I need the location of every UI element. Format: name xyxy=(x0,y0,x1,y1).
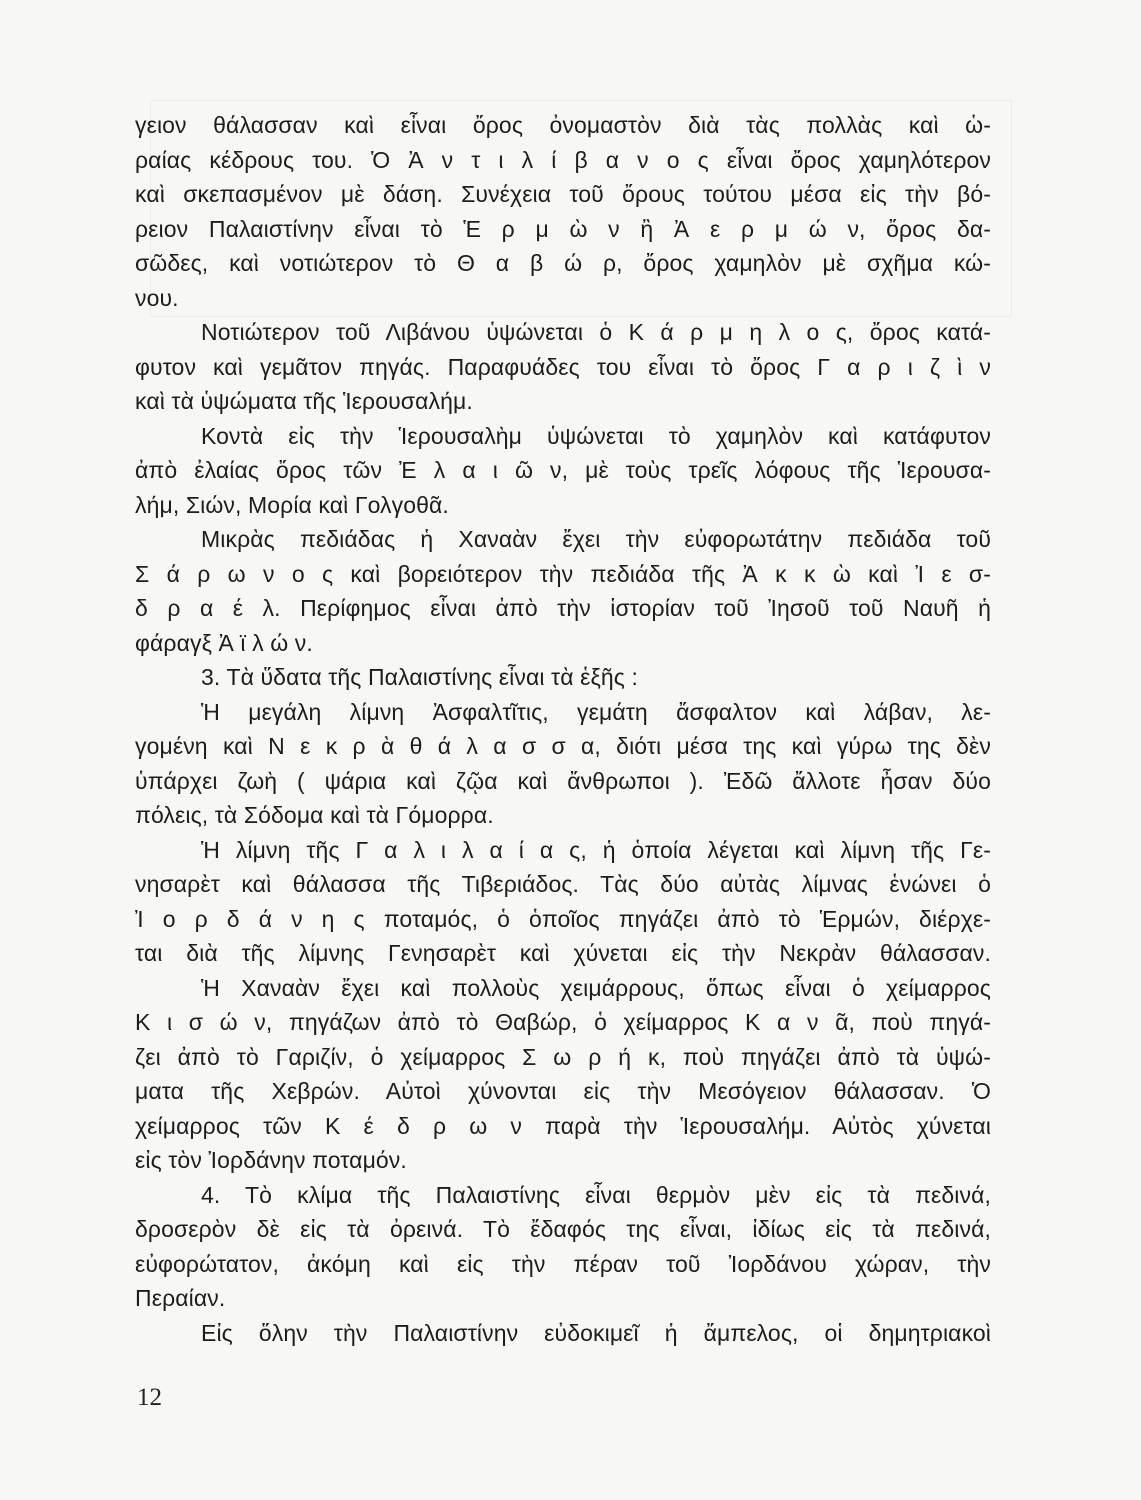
body-text xyxy=(135,108,991,1350)
text-line: Μικρὰς πεδιάδας ἡ Χαναὰν ἔχει τὴν εὐφορωτάτην πεδιάδα τοῦ xyxy=(201,526,991,552)
text-line: ἀπὸ ἐλαίας ὄρος τῶν Ἐ λ α ι ῶ ν, μὲ τοὺς τρεῖς λόφους τῆς Ἱερουσα- xyxy=(135,457,991,483)
text-line: ραίας κέδρους του. Ὁ Ἀ ν τ ι λ ί β α ν ο ς εἶναι ὄρος χαμηλότερον xyxy=(135,146,991,173)
text-line: εἰς τὸν Ἰορδάνην ποταμόν. xyxy=(135,1147,407,1173)
text-line: φάραγξ Ἀ ϊ λ ώ ν. xyxy=(135,629,313,656)
text-line: γειον θάλασσαν καὶ εἶναι ὄρος ὀνομαστὸν διὰ τὰς πολλὰς καὶ ὡ- xyxy=(135,112,991,138)
text-line: φυτον καὶ γεμᾶτον πηγάς. Παραφυάδες του εἶναι τὸ ὄρος Γ α ρ ι ζ ὶ ν xyxy=(135,353,991,380)
text-line: ματα τῆς Χεβρών. Αὐτοὶ χύνονται εἰς τὴν Μεσόγειον θάλασσαν. Ὁ xyxy=(135,1078,991,1104)
text-line: ται διὰ τῆς λίμνης Γενησαρὲτ καὶ χύνεται εἰς τὴν Νεκρὰν θάλασσαν. xyxy=(135,940,991,966)
text-line: δροσερὸν δὲ εἰς τὰ ὀρεινά. Τὸ ἔδαφός της εἶναι, ἰδίως εἰς τὰ πεδινά, xyxy=(135,1216,991,1242)
text-line: καὶ σκεπασμένον μὲ δάση. Συνέχεια τοῦ ὄρους τούτου μέσα εἰς τὴν βό- xyxy=(135,181,991,207)
text-line: πόλεις, τὰ Σόδομα καὶ τὰ Γόμορρα. xyxy=(135,802,494,828)
text-line: Νοτιώτερον τοῦ Λιβάνου ὑψώνεται ὁ Κ ά ρ μ η λ ο ς, ὄρος κατά- xyxy=(201,319,991,345)
text-line: γομένη καὶ Ν ε κ ρ ὰ θ ά λ α σ σ α, διότι μέσα της καὶ γύρω της δὲν xyxy=(135,733,991,759)
text-line: ζει ἀπὸ τὸ Γαριζίν, ὁ χείμαρρος Σ ω ρ ή κ, ποὺ πηγάζει ἀπὸ τὰ ὑψώ- xyxy=(135,1043,991,1070)
text-line: νησαρὲτ καὶ θάλασσα τῆς Τιβεριάδος. Τὰς δύο αὐτὰς λίμνας ἑνώνει ὁ xyxy=(135,871,991,897)
text-line: Κ ι σ ώ ν, πηγάζων ἀπὸ τὸ Θαβώρ, ὁ χείμαρρος Κ α ν ᾶ, ποὺ πηγά- xyxy=(135,1009,991,1035)
text-line: Εἰς ὅλην τὴν Παλαιστίνην εὐδοκιμεῖ ἡ ἄμπελος, οἱ δημητριακοὶ xyxy=(201,1319,991,1346)
text-line: 3. Τὰ ὕδατα τῆς Παλαιστίνης εἶναι τὰ ἑξῆς : xyxy=(201,664,638,690)
text-line: Ἡ Χαναὰν ἔχει καὶ πολλοὺς χειμάρρους, ὅπως εἶναι ὁ χείμαρρος xyxy=(201,974,991,1001)
text-line: λήμ, Σιών, Μορία καὶ Γολγοθᾶ. xyxy=(135,491,449,518)
text-line: Ἡ λίμνη τῆς Γ α λ ι λ α ί α ς, ἡ ὁποία λέγεται καὶ λίμνη τῆς Γε- xyxy=(201,836,991,863)
text-line: Περαίαν. xyxy=(135,1285,226,1311)
text-line: νου. xyxy=(135,284,179,311)
text-line: 4. Τὸ κλίμα τῆς Παλαιστίνης εἶναι θερμὸν μὲν εἰς τὰ πεδινά, xyxy=(201,1181,991,1208)
text-line: ρειον Παλαιστίνην εἶναι τὸ Ἑ ρ μ ὼ ν ἢ Ἀ ε ρ μ ώ ν, ὄρος δα- xyxy=(135,215,991,242)
text-line: χείμαρρος τῶν Κ έ δ ρ ω ν παρὰ τὴν Ἱερουσαλήμ. Αὐτὸς χύνεται xyxy=(135,1112,991,1139)
text-line: δ ρ α έ λ. Περίφημος εἶναι ἀπὸ τὴν ἱστορίαν τοῦ Ἰησοῦ τοῦ Ναυῆ ἡ xyxy=(135,595,991,621)
text-line: Ἡ μεγάλη λίμνη Ἀσφαλτῖτις, γεμάτη ἄσφαλτον καὶ λάβαν, λε- xyxy=(201,698,991,725)
text-line: καὶ τὰ ὑψώματα τῆς Ἱερουσαλήμ. xyxy=(135,388,473,414)
page-number: 12 xyxy=(137,1384,162,1411)
text-line: ὑπάρχει ζωὴ ( ψάρια καὶ ζῷα καὶ ἄνθρωποι ). Ἐδῶ ἄλλοτε ἦσαν δύο xyxy=(135,767,991,794)
text-line: Σ ά ρ ω ν ο ς καὶ βορειότερον τὴν πεδιάδα τῆς Ἀ κ κ ὼ καὶ Ἰ ε σ- xyxy=(135,560,991,587)
text-line: Κοντὰ εἰς τὴν Ἱερουσαλὴμ ὑψώνεται τὸ χαμηλὸν καὶ κατάφυτον xyxy=(201,422,991,449)
text-line: εὐφορώτατον, ἀκόμη καὶ εἰς τὴν πέραν τοῦ Ἰορδάνου χώραν, τὴν xyxy=(135,1250,991,1277)
text-line: Ἰ ο ρ δ ά ν η ς ποταμός, ὁ ὁποῖος πηγάζει ἀπὸ τὸ Ἑρμών, διέρχε- xyxy=(135,905,991,932)
text-line: σῶδες, καὶ νοτιώτερον τὸ Θ α β ώ ρ, ὄρος χαμηλὸν μὲ σχῆμα κώ- xyxy=(135,250,991,276)
